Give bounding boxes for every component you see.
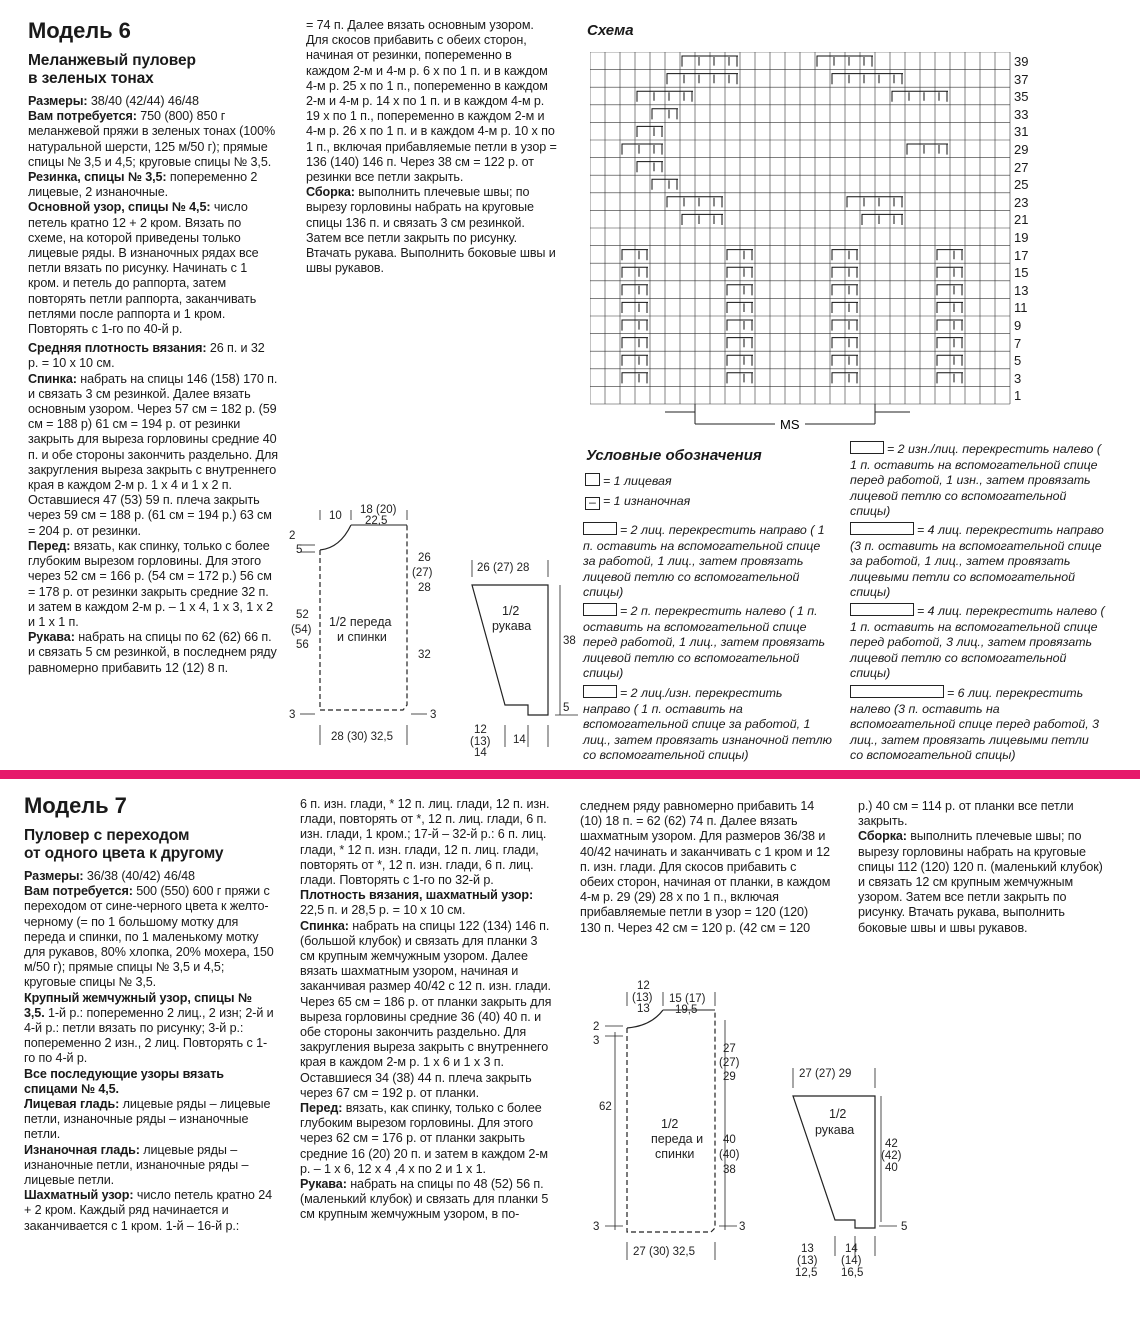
m6-p1-right-mid: 32: [418, 649, 431, 661]
m7-col2: [300, 797, 552, 1223]
chart-row-number: 31: [1014, 124, 1029, 140]
chart-row-number: 25: [1014, 177, 1029, 193]
m7-face: Лицевая гладь: лицевые ряды – лицевые петли, изнаночные ряды – изнаночные петли.: [24, 1097, 271, 1142]
cable-mark: [622, 144, 663, 155]
m7-subtitle-1: Пуловер с переходом: [24, 827, 190, 844]
m7-p1-left: 62: [599, 1101, 612, 1113]
m6-front: Перед: вязать, как спинку, только с более глубоким вырезом горловины. Для этого через 52 см = 166 р. (54 см = 172 р.) 56 см = 178 р. от резинки закрыть средние 32 п. и затем в каждом 2-м р. – 1 х 4, 1 х 3, 1 х 2 и 1 х 1 п.: [28, 538, 274, 629]
chart-row-number: 23: [1014, 194, 1029, 210]
chart-row-number: 11: [1014, 300, 1028, 316]
m6-rib: Резинка, спицы № 3,5: попеременно 2 лицевые, 2 изнаночные.: [28, 170, 258, 200]
chart-row-number: 37: [1014, 71, 1029, 87]
chart-row-number: 7: [1014, 335, 1022, 351]
chart-row-number: 5: [1014, 353, 1022, 369]
m7-pearl: Крупный жемчужный узор, спицы № 3,5. 1-й р.: попеременно 2 лиц., 2 изн; 2-й и 4-й р.: петли вязать по рисунку; 3-й р.: попеременно 2 изн., 2 лиц. Повторять с 1-го по 4-й р.: [24, 990, 274, 1066]
m6-p2-b4: 14: [513, 734, 526, 746]
m6-p2-b2: (13): [470, 736, 491, 748]
m7-p2-b3: 12,5: [795, 1267, 818, 1279]
m6-col1: [28, 18, 278, 676]
m6-density: Средняя плотность вязания: 26 п. и 32 р. = 10 х 10 см.: [28, 341, 265, 371]
m6-assembly: Сборка: выполнить плечевые швы; по вырезу горловины набрать на круговые спицы 136 п. и связать 3 см резинкой. Затем все петли закрыть по рисунку. Втачать рукава. Выполнить боковые швы и швы рукавов.: [306, 185, 556, 276]
legend-item-purl: – = 1 изнаночная: [585, 494, 835, 510]
m7-p1-r2: (27): [719, 1057, 740, 1069]
m7-sleeve-pattern: [785, 1060, 920, 1285]
m6-p2-label2: рукава: [492, 619, 532, 633]
m6-p1-label1: 1/2 переда: [329, 615, 392, 629]
chart-row-number: 17: [1014, 247, 1029, 263]
m6-p1-bottom-left: 3: [289, 709, 296, 721]
chart-row-number: 19: [1014, 230, 1029, 245]
legend-item-cross-right-purl: = 2 лиц./изн. перекрестить направо ( 1 п. оставить на вспомогательной спице за работой, 1 лиц., затем провязать изнаночной петлю со вспомогательной спицы): [583, 686, 832, 762]
m6-p2-label1: 1/2: [502, 604, 520, 618]
cross-right-2-icon: [583, 522, 617, 535]
m7-p1-l1: 2: [593, 1021, 600, 1033]
m7-subtitle-2: от одного цвета к другому: [24, 845, 224, 862]
legend-item-cross-left-purl: = 2 изн./лиц. перекрестить налево ( 1 п. оставить на вспомогательной спице перед работой, 1 изн., затем провязать лицевой петлю со вспомогательной спицы): [850, 442, 1101, 518]
m7-back-stitch: Изнаночная гладь: лицевые ряды – изнаночные петли, изнаночные ряды – лицевые петли.: [24, 1142, 249, 1188]
knit-symbol-icon: [585, 473, 600, 486]
m6-p2-b3: 14: [474, 747, 487, 759]
cross-left-4-icon: [850, 603, 914, 616]
m6-p1-bottom-right: 3: [430, 709, 437, 721]
m7-col3: [580, 799, 832, 936]
m7-p2-top: 27 (27) 29: [799, 1068, 852, 1080]
m6-back: Спинка: набрать на спицы 146 (158) 170 п. и связать 3 см резинкой. Далее вязать основным узором. Через 57 см = 182 р. (59 см = 188 р) 61 см = 194 р. от резинки закрыть для выреза горловины средние 40 п. и обе стороны закончить раздельно. Для закругления выреза закрыть с внутреннего края в каждом 2-м р. 1 х 4 и 1 х 2 п. Оставшиеся 47 (53) 59 п. плеча закрыть через 59 см = 188 р. (61 см = 194 р.) 63 см = 204 р. от резинки.: [28, 371, 278, 538]
m7-all-needles: Все последующие узоры вязать спицами № 4,5.: [24, 1066, 224, 1096]
schema-title: Схема: [587, 22, 634, 39]
m6-p1-right1: 26: [418, 552, 431, 564]
m7-front: Перед: вязать, как спинку, только с более глубоким вырезом горловины. Для этого через 62 см = 176 р. от планки закрыть средние 16 (20) 20 п. и затем в каждом 2-м р. – 1 х 6, 12 х 4 ,4 х по 2 и 1 х 1.: [300, 1101, 548, 1176]
m7-p1-label3: спинки: [655, 1147, 695, 1161]
m7-p1-t4: 15 (17): [669, 993, 706, 1005]
legend-title: Условные обозначения: [586, 447, 762, 464]
m7-p2-label1: 1/2: [829, 1107, 847, 1121]
purl-symbol-icon: –: [585, 497, 600, 510]
m7-p2-label2: рукава: [815, 1123, 855, 1137]
m6-need: Вам потребуется: 750 (800) 850 г меланжевой пряжи в зеленых тонах (100% натуральной шерсти, 125 м/50 г); прямые спицы № 3,5 и 4,5; круговые спицы № 3,5.: [28, 109, 276, 169]
cable-mark: [682, 214, 723, 225]
m6-subtitle-1: Меланжевый пуловер: [28, 52, 196, 69]
m7-p1-r5: (40): [719, 1149, 740, 1161]
m6-p1-top: 10: [329, 510, 342, 522]
cable-mark: [862, 214, 903, 225]
m7-p2-br: 5: [901, 1221, 908, 1233]
m6-p2-top: 26 (27) 28: [477, 562, 530, 574]
chart-row-number: 35: [1014, 89, 1029, 105]
ms-label: MS: [780, 417, 800, 432]
m7-p1-r3: 29: [723, 1071, 736, 1083]
m7-back: Спинка: набрать на спицы 122 (134) 146 п. (большой клубок) и связать для планки 3 см крупным жемчужным узором. Далее вязать шахматным узором, начиная и заканчивая размер 40/42 с 12 п. изн. глади. Через 65 см = 186 р. от планки закрыть для выреза горловины средние 36 (40) 40 п. и обе стороны закончить раздельно. Для закругления выреза закрыть с внутреннего края в каждом 2-м р. 1 х 6 и 1 х 3 п. Оставшиеся 34 (38) 44 п. плеча закрыть через 67 см = 192 р. от планки.: [300, 918, 552, 1100]
chart-row-number: 21: [1014, 212, 1029, 228]
m7-p1-r6: 38: [723, 1164, 736, 1176]
m7-p1-t5: 19,5: [675, 1004, 698, 1016]
chart-row-number: 13: [1014, 282, 1029, 298]
cable-mark: [832, 74, 903, 85]
m7-sleeves: Рукава: набрать на спицы по 48 (52) 56 п. (маленький клубок) и связать для планки 5 см крупным жемчужным узором, в по-: [300, 1177, 549, 1222]
m7-body-pattern: [585, 980, 760, 1280]
cross-left-6-icon: [850, 685, 944, 698]
m6-p1-left3: 56: [296, 639, 309, 651]
m7-col1: [24, 793, 274, 1234]
m6-sleeves: Рукава: набрать на спицы по 62 (62) 66 п. и связать 5 см резинкой, в последнем ряду равномерно прибавить 12 (12) 8 п.: [28, 630, 277, 675]
m6-p1-right3: 28: [418, 582, 431, 594]
m6-col2-text: = 74 п. Далее вязать основным узором. Для скосов прибавить с обеих сторон, начиная от резинки, попеременно в каждом 2-м и 4-м р. 6 х по 1 п. и в каждом 4-м р. 25 х по 1 п., попеременно в каждом 2-м и 4-м р. 14 х по 1 п. и в каждом 4-м р. 19 х по 1 п., попеременно в каждом 2-м и 4-м р. 26 х по 1 п. и в каждом 4-м р. 10 х по 1 п., включая прибавляемые петли в узор = 136 (140) 146 п. Через 38 см = 122 р. от резинки все петли закрыть.: [306, 18, 557, 185]
m7-p2-r2: (42): [881, 1150, 902, 1162]
m7-p2-b1: 13: [801, 1243, 814, 1255]
m7-col4-text: р.) 40 см = 114 р. от планки все петли закрыть.: [858, 799, 1074, 829]
m6-p2-b1: 12: [474, 724, 487, 736]
m7-p1-r1: 27: [723, 1043, 736, 1055]
m7-sizes: Размеры: 36/38 (40/42) 46/48: [24, 869, 195, 883]
m6-sizes: Размеры: 38/40 (42/44) 46/48: [28, 94, 199, 108]
m6-p1-left-top2: 5: [296, 544, 303, 556]
m7-p1-t3: 13: [637, 1003, 650, 1015]
m7-p1-label2: переда и: [651, 1132, 704, 1146]
legend-item-cross-left-6: = 6 лиц. перекрестить налево (3 п. оставить на вспомогательной спице перед работой, 3 лиц., затем провязать лицевыми петли со вспомогательной спицы): [850, 686, 1100, 762]
m7-col2a: 6 п. изн. глади, * 12 п. лиц. глади, 12 п. изн. глади, повторять от *, 12 п. лиц. глади, 6 п. изн. глади, 1 кром.; 17-й – 32-й р.: 6 п. лиц. глади, * 12 п. изн. глади, 12 п. лиц. глади, повторять от *, 12 п. изн. глади, 6 п. лиц. глади. Повторять с 1-го по 32-й р.: [300, 797, 550, 888]
m7-p2-b5: (14): [841, 1255, 862, 1267]
m6-p1-left-top: 2: [289, 530, 296, 542]
m7-p2-b2: (13): [797, 1255, 818, 1267]
chart-row-number: 9: [1014, 318, 1022, 333]
m7-col3-text: следнем ряду равномерно прибавить 14 (10) 18 п. = 62 (62) 74 п. Далее вязать шахматным узором. Для размеров 36/38 и 40/42 начинать и заканчивать с 1 кром и 12 п. изн. глади. Для скосов прибавить с обеих сторон, начиная от планки, в каждом 4-м р. 29 (29) 28 х по 1 п., включая прибавляемые петли в узор = 120 (120) 130 п. Через 42 см = 120 р. (42 см = 120: [580, 799, 831, 935]
m7-p2-r3: 40: [885, 1162, 898, 1174]
cable-mark: [667, 74, 738, 85]
m7-p2-r1: 42: [885, 1138, 898, 1150]
cable-mark: [907, 144, 948, 155]
m7-p1-br: 3: [739, 1221, 746, 1233]
m6-p2-right: 38: [563, 635, 576, 647]
knitting-chart: [590, 52, 1030, 437]
m6-col2: [306, 18, 558, 276]
cross-right-4-icon: [850, 522, 914, 535]
m6-title: Модель 6: [28, 18, 131, 43]
legend-item-cross-right-4: = 4 лиц. перекрестить направо (3 п. оставить на вспомогательной спице за работой, 1 лиц., затем провязать лицевыми петли со вспомогательной спицы): [850, 523, 1104, 599]
m7-p1-t1: 12: [637, 980, 650, 992]
m6-p1-label2: и спинки: [337, 630, 387, 644]
m7-p2-b6: 16,5: [841, 1267, 864, 1279]
m7-chess: Шахматный узор: число петель кратно 24 + 2 кром. Каждый ряд начинается и заканчивается с 1 кром. 1-й – 16-й р.:: [24, 1188, 273, 1233]
chart-row-number: 29: [1014, 142, 1029, 157]
m7-p1-r4: 40: [723, 1134, 736, 1146]
m6-p1-top3: 22,5: [365, 515, 388, 527]
m7-p1-l2: 3: [593, 1035, 600, 1047]
legend-item-knit: = 1 лицевая: [585, 473, 835, 490]
chart-row-number: 3: [1014, 370, 1022, 386]
legend-item-cross-left-4: = 4 лиц. перекрестить налево ( 1 п. оставить на вспомогательной спице перед работой, 3 лиц., затем провязать лицевой петлю со вспомогательной спицы): [850, 604, 1105, 680]
m6-subtitle-2: в зеленых тонах: [28, 70, 154, 87]
m7-assembly: Сборка: выполнить плечевые швы; по вырезу горловины набрать на круговые спицы 112 (120) 120 п. (маленький клубок) и связать 12 см крупным жемчужным узором. Затем все петли закрыть по рисунку. Втачать рукава, выполнить боковые швы и швы рукавов.: [858, 829, 1103, 935]
m6-main-pattern: Основной узор, спицы № 4,5: число петель кратно 12 + 2 кром. Вязать по схеме, на которой приведены только лицевые ряды. В изнаночных рядах все петли вязать по рисунку. Начинать с 1 кром. и петель до раппорта, затем повторять петли раппорта, заканчивать петлями после раппорта и 1 кром. Повторять с 1-го по 40-й р.: [28, 200, 259, 337]
m7-col4: [858, 799, 1112, 936]
m7-title: Модель 7: [24, 793, 127, 818]
m7-p2-b4: 14: [845, 1243, 858, 1255]
m6-p1-top2: 18 (20): [360, 504, 397, 516]
m6-body-pattern: [285, 500, 445, 765]
m6-sleeve-pattern: [460, 555, 590, 765]
legend-item-cross-left-2: = 2 п. перекрестить налево ( 1 п. оставить на вспомогательной спице перед работой, 1 лиц., затем провязать лицевой петлю со вспомогательной спицы): [583, 604, 826, 680]
cross-left-purl-icon: [850, 441, 884, 454]
m7-density: Плотность вязания, шахматный узор: 22,5 п. и 28,5 р. = 10 х 10 см.: [300, 888, 534, 918]
m6-p1-left2: (54): [291, 624, 312, 636]
chart-row-number: 39: [1014, 54, 1029, 69]
m7-p1-t2: (13): [632, 992, 653, 1004]
m6-p1-right2: (27): [412, 567, 433, 579]
m7-p1-label1: 1/2: [661, 1117, 679, 1131]
chart-row-number: 33: [1014, 106, 1029, 122]
m7-p1-bottom: 27 (30) 32,5: [633, 1246, 696, 1258]
legend-item-cross-right-2: = 2 лиц. перекрестить направо ( 1 п. оставить на вспомогательной спице за работой, 1 лиц., затем провязать лицевой петлю со вспомогательной спицы): [583, 523, 825, 599]
m7-need: Вам потребуется: 500 (550) 600 г пряжи с переходом от сине-черного цвета к желто-черному (= по 1 большому мотку для переда и спинки, по 1 маленькому мотку для рукавов, 80% хлопка, 20% мохера, 150 м/50 г); прямые спицы № 3,5 и 4,5; круговые спицы № 3,5.: [24, 884, 274, 990]
m6-p2-right2: 5: [563, 702, 570, 714]
chart-row-number: 15: [1014, 265, 1029, 281]
chart-row-number: 1: [1014, 388, 1022, 404]
section-divider: [0, 770, 1140, 779]
m6-p1-left1: 52: [296, 609, 309, 621]
m6-p1-bottom: 28 (30) 32,5: [331, 731, 394, 743]
chart-row-number: 27: [1014, 159, 1029, 175]
m7-p1-bl: 3: [593, 1221, 600, 1233]
